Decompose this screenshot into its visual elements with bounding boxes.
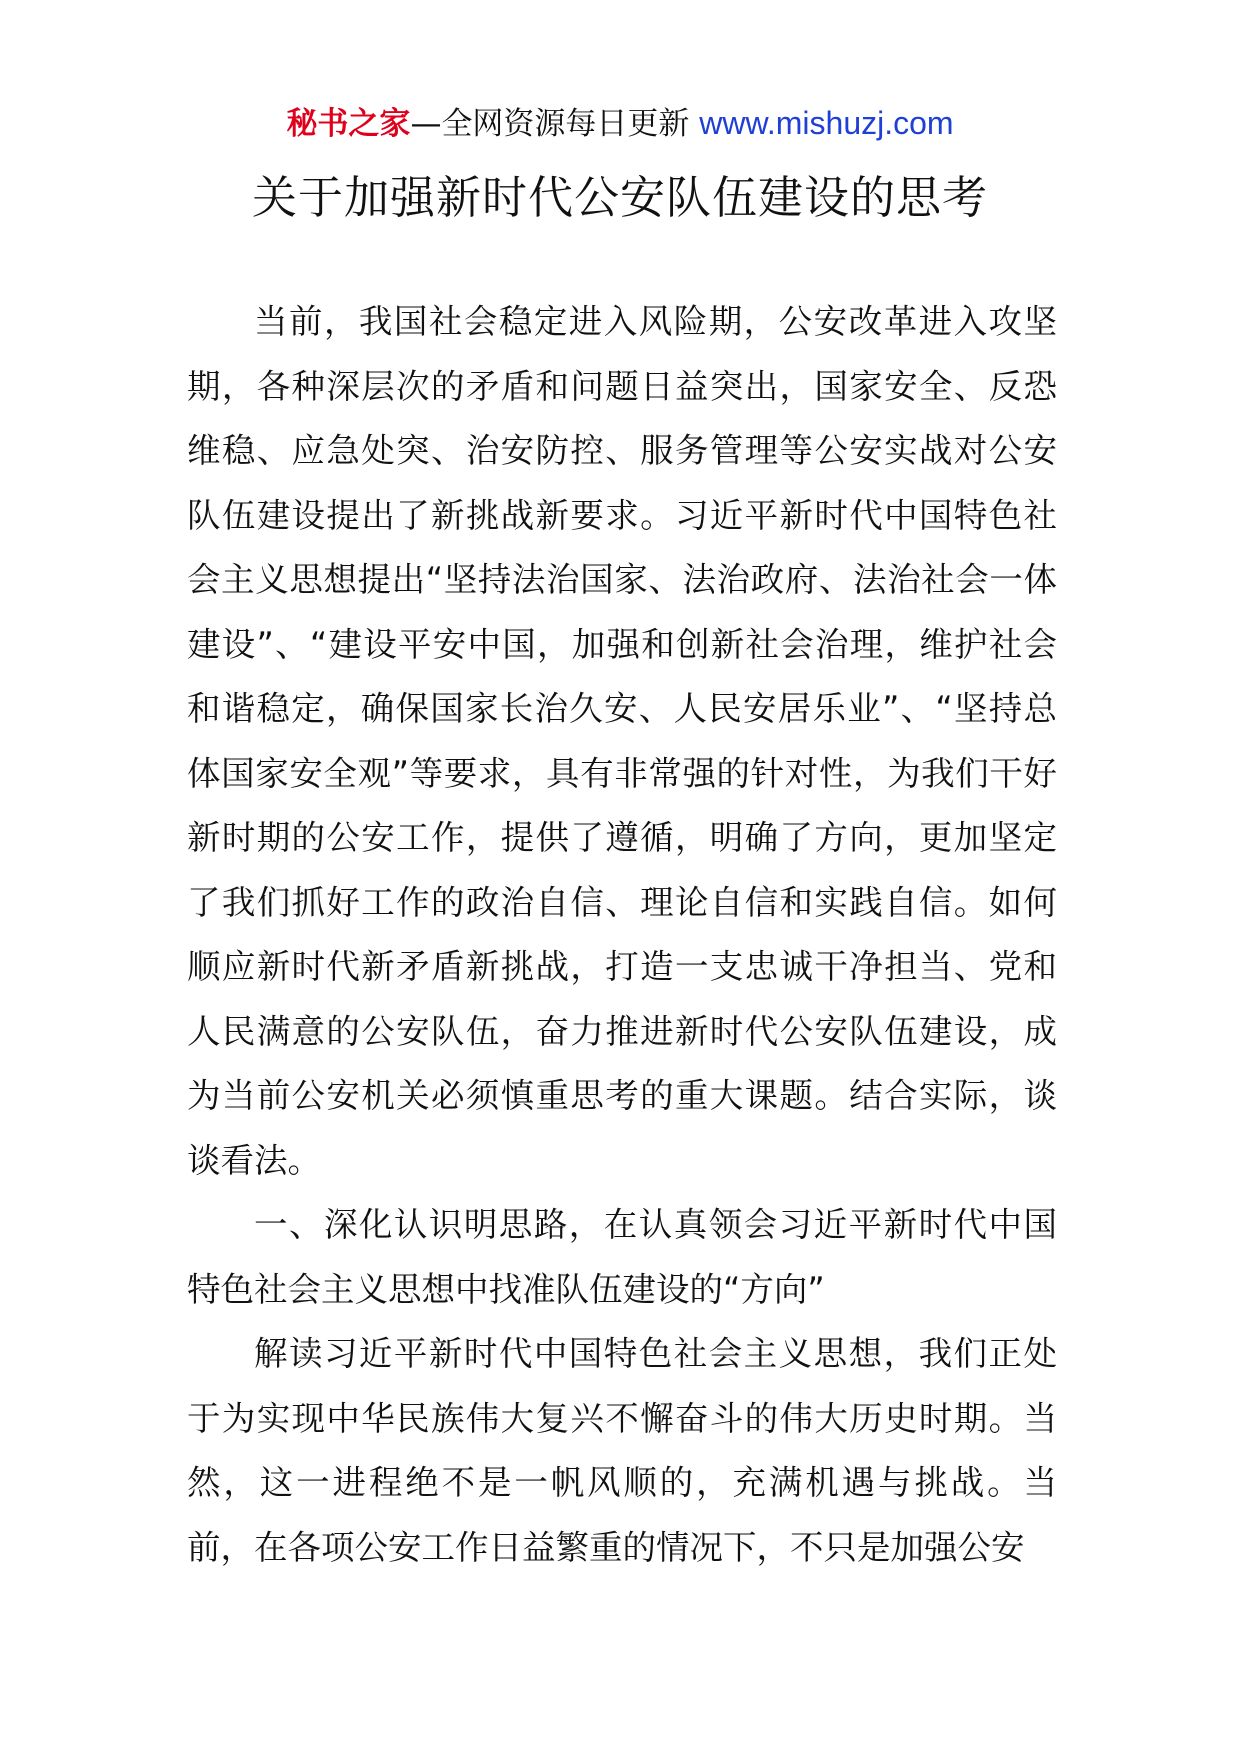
site-header: [0, 103, 1240, 144]
document-body: [187, 290, 1057, 1580]
brand-name: 秘书之家: [286, 106, 411, 142]
body-paragraph: 当前，我国社会稳定进入风险期，公安改革进入攻坚期，各种深层次的矛盾和问题日益突出，国家安全、反恐维稳、应急处突、治安防控、服务管理等公安实战对公安队伍建设提出了新挑战新要求。习近平新时代中国特色社会主义思想提出“坚持法治国家、法治政府、法治社会一体建设”、“建设平安中国，加强和创新社会治理，维护社会和谐稳定，确保国家长治久安、人民安居乐业”、“坚持总体国家安全观”等要求，具有非常强的针对性，为我们干好新时期的公安工作，提供了遵循，明确了方向，更加坚定了我们抓好工作的政治自信、理论自信和实践自信。如何顺应新时代新矛盾新挑战，打造一支忠诚干净担当、党和人民满意的公安队伍，奋力推进新时代公安队伍建设，成为当前公安机关必须慎重思考的重大课题。结合实际，谈谈看法。: [187, 302, 1057, 1180]
section-heading: 一、深化认识明思路，在认真领会习近平新时代中国特色社会主义思想中找准队伍建设的“方向”: [187, 1205, 1057, 1309]
document-title: 关于加强新时代公安队伍建设的思考: [251, 171, 988, 224]
site-url-link[interactable]: www.mishuzj.com: [699, 105, 954, 141]
header-tagline: —全网资源每日更新: [410, 106, 690, 142]
body-paragraph: 解读习近平新时代中国特色社会主义思想，我们正处于为实现中华民族伟大复兴不懈奋斗的伟大历史时期。当然，这一进程绝不是一帆风顺的，充满机遇与挑战。当前，在各项公安工作日益繁重的情况下，不只是加强公安: [187, 1334, 1057, 1567]
